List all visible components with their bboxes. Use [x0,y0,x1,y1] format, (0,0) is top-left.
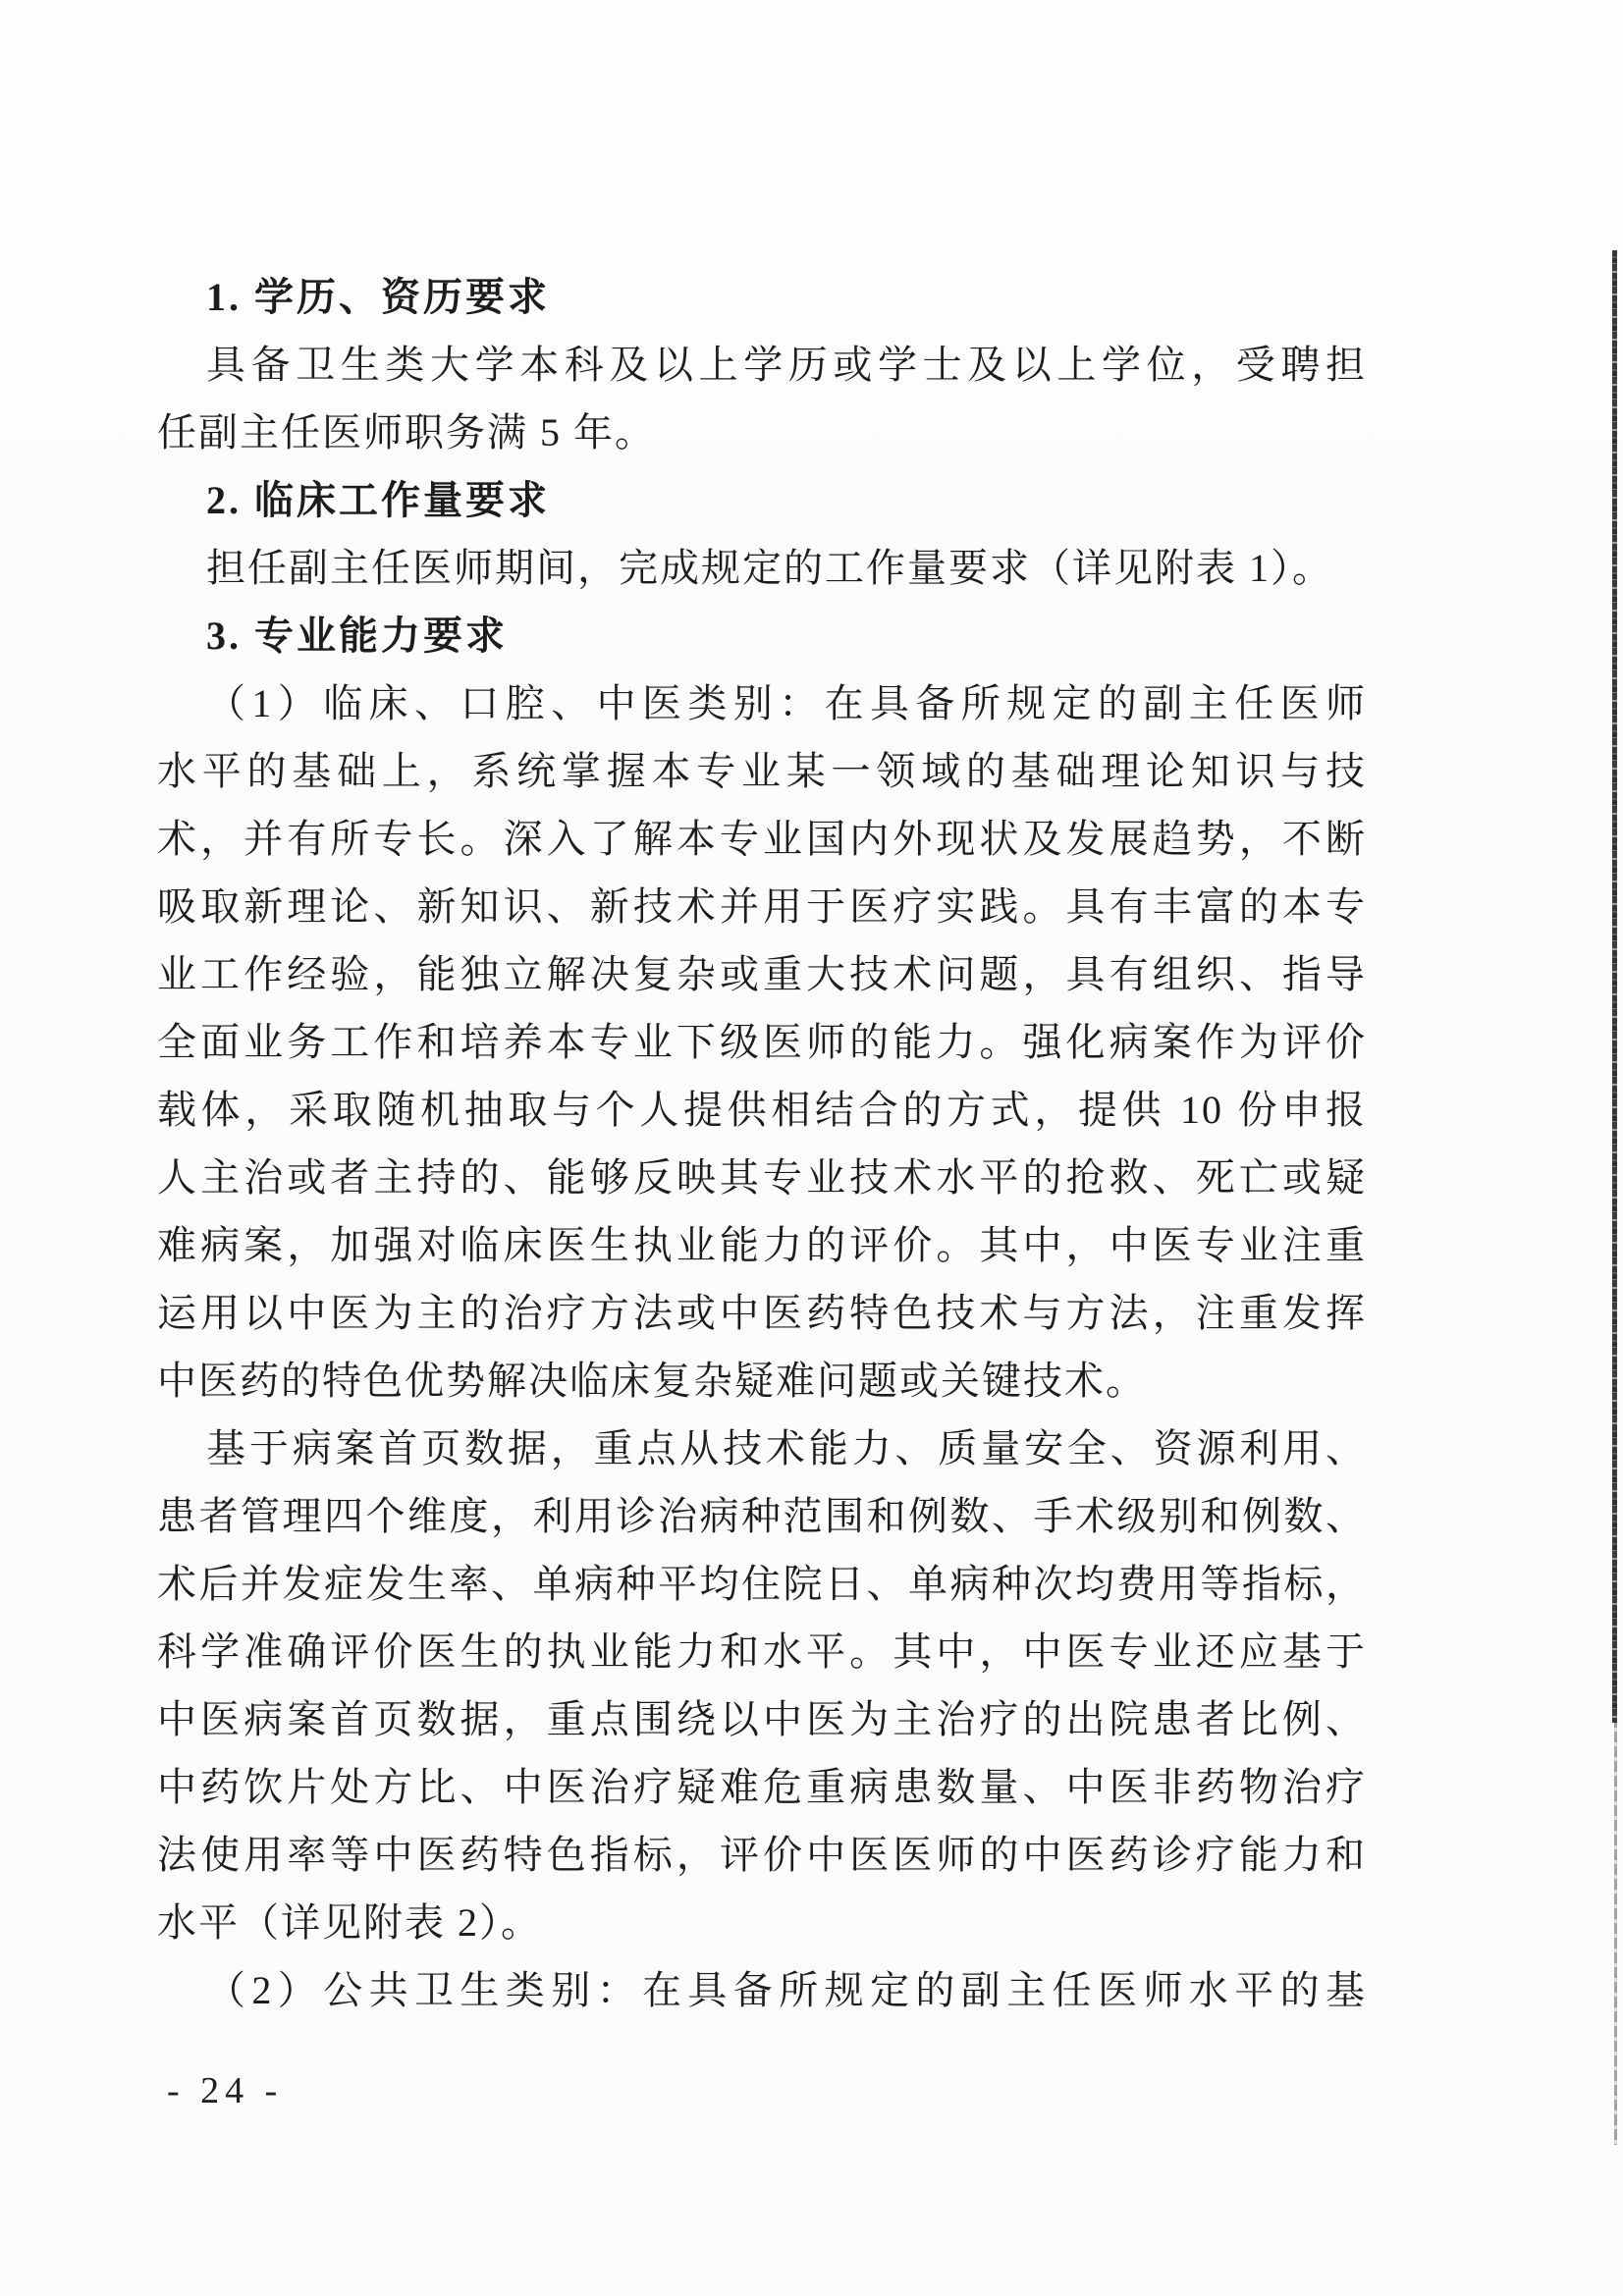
section-heading-1: 1. 学历、资历要求 [206,275,550,319]
text-line: 中药饮片处方比、中医治疗疑难危重病患数量、中医非药物治疗 [157,1765,1367,1809]
text-line: 水平（详见附表 2）。 [157,1900,542,1945]
text-line: 术，并有所专长。深入了解本专业国内外现状及发展趋势，不断 [157,817,1367,861]
text-line: 科学准确评价医生的执业能力和水平。其中，中医专业还应基于 [157,1629,1367,1674]
scan-edge-artifact-line-faint [1614,1723,1617,2145]
text-line: 全面业务工作和培养本专业下级医师的能力。强化病案作为评价 [157,1020,1367,1064]
scan-edge-artifact-line [1612,250,1617,1723]
text-line: 中医病案首页数据，重点围绕以中医为主治疗的出院患者比例、 [157,1697,1367,1741]
text-line: 水平的基础上，系统掌握本专业某一领域的基础理论知识与技 [157,749,1367,793]
text-line: （2）公共卫生类别：在具备所规定的副主任医师水平的基 [206,1968,1367,2012]
text-line: 任副主任医师职务满 5 年。 [157,410,656,454]
text-line: 运用以中医为主的治疗方法或中医药特色技术与方法，注重发挥 [157,1291,1367,1335]
text-line: 患者管理四个维度，利用诊治病种范围和例数、手术级别和例数、 [157,1494,1367,1538]
text-line: 中医药的特色优势解决临床复杂疑难问题或关键技术。 [157,1359,1147,1403]
text-column [157,263,1367,2024]
text-line: 担任副主任医师期间，完成规定的工作量要求（详见附表 1）。 [206,546,1333,590]
section-heading-2: 2. 临床工作量要求 [206,478,550,522]
text-line: 术后并发症发生率、单病种平均住院日、单病种次均费用等指标， [157,1562,1367,1606]
text-line: 吸取新理论、新知识、新技术并用于医疗实践。具有丰富的本专 [157,884,1367,929]
text-line: 难病案，加强对临床医生执业能力的评价。其中，中医专业注重 [157,1223,1367,1267]
text-line: 人主治或者主持的、能够反映其专业技术水平的抢救、死亡或疑 [157,1155,1367,1200]
text-line: （1）临床、口腔、中医类别：在具备所规定的副主任医师 [206,681,1367,725]
section-heading-3: 3. 专业能力要求 [206,614,508,658]
text-line: 法使用率等中医药特色指标，评价中医医师的中医药诊疗能力和 [157,1833,1367,1877]
text-line: 基于病案首页数据，重点从技术能力、质量安全、资源利用、 [206,1426,1367,1470]
page-number: - 24 - [167,2070,284,2111]
text-line: 具备卫生类大学本科及以上学历或学士及以上学位，受聘担 [206,343,1367,387]
text-line: 业工作经验，能独立解决复杂或重大技术问题，具有组织、指导 [157,952,1367,996]
text-line: 载体，采取随机抽取与个人提供相结合的方式，提供 10 份申报 [157,1088,1367,1132]
